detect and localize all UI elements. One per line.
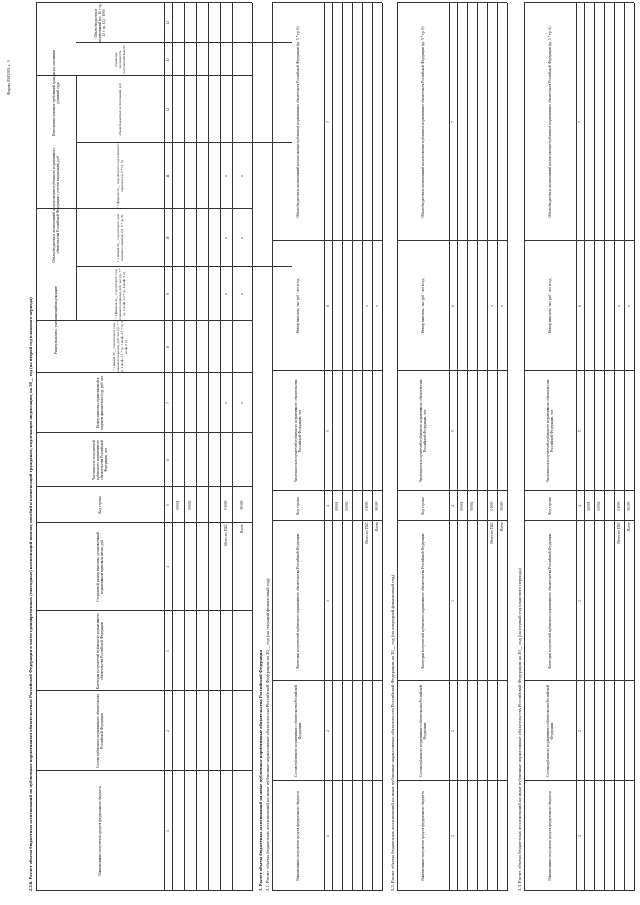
column-number: 4 — [325, 505, 330, 507]
column-number: 5 — [450, 430, 455, 432]
grid-line — [172, 3, 173, 891]
grid-line — [184, 3, 185, 891]
column-number: 6 — [325, 305, 330, 307]
column-number: 3 — [577, 600, 582, 602]
total-label: Итого по ПБС — [616, 522, 621, 544]
col-header: Код строки — [420, 497, 425, 515]
x-mark: x — [499, 305, 504, 307]
column-number: 2 — [325, 730, 330, 732]
form-code: Форма 0505591 с. 5 — [6, 60, 11, 95]
col-header: Состав публичного нормативного обязательства Российской Федерации — [95, 694, 104, 768]
grid-line — [208, 3, 209, 891]
table-3-3 — [524, 3, 634, 891]
col-header: с 1 февраля 20__ года (второго года планового периода) (гр. 6 * гр. 9) — [115, 143, 124, 209]
column-number: 13 — [165, 57, 170, 62]
col-header: Состав публичного нормативного обязательства Российской Федерации — [545, 684, 554, 778]
table-3-1 — [272, 3, 382, 891]
col-header: Состав публичного нормативного обязательства Российской Федерации — [418, 684, 427, 778]
row-code: 00001 — [334, 501, 339, 511]
row-code: 00001 — [175, 500, 180, 510]
col-header: Размер выплаты, применяемый в текущем финансовом году, руб/ чел — [95, 375, 104, 431]
heading-3-2: 3.2. Расчет объема бюджетных ассигнований на иные публичные нормативные обязательства Российской Федерации на 20__ год (на очередной финансовый год) — [390, 575, 395, 891]
row-code: 00002 — [469, 501, 474, 511]
column-number: 7 — [325, 121, 330, 123]
row-code: 90100 — [499, 501, 504, 511]
row-code: 00001 — [459, 501, 464, 511]
total-label: Итого по ПБС — [223, 524, 228, 546]
x-mark: x — [239, 237, 244, 239]
column-number: 3 — [325, 600, 330, 602]
grid-line — [604, 3, 605, 891]
column-number: 5 — [325, 430, 330, 432]
total-label: Всего — [239, 524, 244, 533]
column-number: 4 — [577, 505, 582, 507]
column-number: 4 — [450, 505, 455, 507]
row-code: 00002 — [187, 500, 192, 510]
col-header: Численность получателей публичного нормативного обязательства Российской Федерации, чел — [293, 379, 302, 483]
group-header: Размер выплаты, учитывающий индексацию — [53, 285, 58, 355]
col-header: Численность получателей публичного нормативного обязательства Российской Федерации, чел — [91, 439, 109, 481]
x-mark: x — [364, 305, 369, 307]
col-header: Наименование получателя средств федерального бюджета — [420, 791, 425, 881]
total-label: Всего — [374, 522, 379, 531]
column-number: 6 — [450, 305, 455, 307]
column-number: 5 — [577, 430, 582, 432]
row-code: 01000 — [364, 501, 369, 511]
grid-line — [332, 3, 333, 891]
col-header: Объем бюджетных ассигнований на исполнение публичных нормативных обязательств Российской Федерации (гр. 5 * гр. 6) — [295, 26, 300, 218]
col-header: Категория получателей публичного нормативного обязательства Российской Федерации — [547, 533, 552, 669]
col-header: Объем бюджетных ассигнований на исполнение публичных нормативных обязательств Российской Федерации (гр. 5 * гр. 6) — [420, 26, 425, 218]
col-header: Состав публичного нормативного обязательства Российской Федерации — [293, 684, 302, 778]
col-header: Объем бюджетных ассигнований на исполнение публичных нормативных обязательств Российской Федерации (гр. 5 * гр. 6) — [547, 26, 552, 218]
x-mark: x — [626, 305, 631, 307]
grid-line — [634, 3, 635, 891]
col-header: справочно: численность получателей выплат — [113, 45, 127, 74]
group-header: Объем бюджетных ассигнований на исполнение публичного нормативного обязательства Российской Федерации с учетом индексации, руб — [51, 147, 60, 263]
column-number: 8 — [165, 346, 170, 348]
column-number: 6 — [165, 459, 170, 461]
col-header: Код строки — [295, 497, 300, 515]
grid-line — [382, 3, 383, 891]
column-number: 7 — [450, 121, 455, 123]
column-number: 2 — [450, 730, 455, 732]
x-mark: x — [374, 305, 379, 307]
row-code: 90100 — [374, 501, 379, 511]
column-number: 1 — [450, 835, 455, 837]
column-number: 12 — [165, 107, 170, 112]
col-header: Код строки — [97, 496, 102, 514]
col-header: Размер выплаты, тыс руб / чел в год — [295, 278, 300, 334]
row-code: 90100 — [239, 500, 244, 510]
col-header: Наименование получателя средств федерального бюджета — [295, 791, 300, 881]
x-mark: x — [489, 305, 494, 307]
table-3-2 — [397, 3, 507, 891]
column-number: 1 — [325, 835, 330, 837]
col-header: Категория получателей публичного нормативного обязательства Российской Федерации — [295, 533, 300, 669]
col-header: Категория получателей публичного нормативного обязательства Российской Федерации — [420, 533, 425, 669]
grid-line — [352, 3, 353, 891]
heading-3-3: 3.3. Расчет объема бюджетных ассигнований на иные публичные нормативные обязательства Российской Федерации на 20__ год (на первый год планового периода) — [517, 568, 522, 891]
column-number: 2 — [165, 730, 170, 732]
grid-line — [467, 3, 468, 891]
column-number: 2 — [577, 730, 582, 732]
row-code: 01000 — [616, 501, 621, 511]
col-header: с 1 февраля 20__ года (второго года планового периода), руб/ чел (гр. 7 * гр. 2 коэф. 3.2 * гр. 4 коэф. 5.2) — [113, 268, 127, 320]
col-header: Численность получателей публичного нормативного обязательства Российской Федерации, чел — [418, 379, 427, 483]
column-number: 7 — [165, 402, 170, 404]
x-mark: x — [223, 175, 228, 177]
x-mark: x — [223, 237, 228, 239]
grid-line — [594, 3, 595, 891]
column-number: 11 — [165, 174, 170, 178]
total-label: Всего — [499, 522, 504, 531]
x-mark: x — [239, 175, 244, 177]
col-header: Численность получателей публичного нормативного обязательства Российской Федерации, чел — [545, 379, 554, 483]
col-header: Размер выплаты, тыс руб / чел в год — [547, 278, 552, 334]
grid-line — [584, 3, 585, 891]
grid-line — [196, 3, 197, 891]
column-number: 14 — [165, 21, 170, 25]
col-header: Размер выплаты, тыс руб / чел в год — [420, 278, 425, 334]
group-header: Исполнение исковых требований граждан на основании решений суда — [51, 50, 60, 136]
col-header: Объем бюджетных ассигнований (гр. 10 + гр. 11 + гр. 12) / 1000 — [93, 3, 107, 43]
x-mark: x — [239, 402, 244, 404]
grid-line — [342, 3, 343, 891]
x-mark: x — [239, 293, 244, 295]
total-label: Итого по ПБС — [489, 522, 494, 544]
grid-line — [477, 3, 478, 891]
row-code: 01000 — [223, 500, 228, 510]
column-number: 3 — [450, 600, 455, 602]
row-code: 00002 — [596, 501, 601, 511]
total-label: Всего — [626, 522, 631, 531]
col-header: Код строки — [547, 497, 552, 515]
grid-line — [457, 3, 458, 891]
heading-3-1: 3.1. Расчет объема бюджетных ассигнований на иные публичные нормативные обязательства Российской Федерации на 20__ год (на текущий финансовый год) — [265, 578, 270, 891]
row-code: 00001 — [586, 501, 591, 511]
row-code: 01000 — [489, 501, 494, 511]
column-number: 3 — [165, 650, 170, 652]
heading-3: 3. Расчет объема бюджетных ассигнований на иные публичные нормативные обязательства Российской Федерации — [258, 650, 263, 891]
column-number: 7 — [577, 121, 582, 123]
table-2-2-6 — [36, 3, 252, 891]
col-header: Категория получателей публичного нормативного обязательства Российской Федерации — [95, 612, 104, 690]
column-number: 10 — [165, 236, 170, 240]
column-number: 1 — [577, 835, 582, 837]
col-header: Наименование получателя средств федерального бюджета — [97, 786, 102, 876]
col-header: с 1 января 20__ года (второго года планового периода) (гр. 6 * гр. 8) — [115, 214, 124, 262]
x-mark: x — [223, 402, 228, 404]
col-header: Стержневой размер выплаты, установленный нормативным правовым актом, руб — [95, 532, 104, 602]
x-mark: x — [223, 293, 228, 295]
col-header: объем бюджетных ассигнований, руб — [117, 83, 122, 136]
x-mark: x — [616, 305, 621, 307]
grid-line — [252, 3, 253, 891]
column-number: 9 — [165, 293, 170, 295]
column-number: 6 — [577, 305, 582, 307]
column-number: 1 — [165, 830, 170, 832]
col-header: Наименование получателя средств федерального бюджета — [547, 791, 552, 881]
col-header: с 1 января 20__ года (второго года планового периода), руб/ чел (гр. 7 * гр. 2 коэф. 1.1 * гр. 1 коэф. 3.1 * гр. 6 коэф. 5.1) — [111, 321, 129, 373]
column-number: 4 — [165, 566, 170, 568]
grid-line — [507, 3, 508, 891]
heading-2-2-6: 2.2.6. Расчет объема бюджетных ассигнований по публичным нормативным обязательствам Российской Федерации в части единовременных (ежегодных) компенсаций выплат, пособий и компенсаций гражданам, подлежащих индексации, на 20__ год (на второй год планового периода) — [28, 297, 33, 891]
column-number: 5 — [165, 504, 170, 506]
row-code: 90100 — [626, 501, 631, 511]
row-code: 00002 — [344, 501, 349, 511]
total-label: Итого по ПБС — [364, 522, 369, 544]
